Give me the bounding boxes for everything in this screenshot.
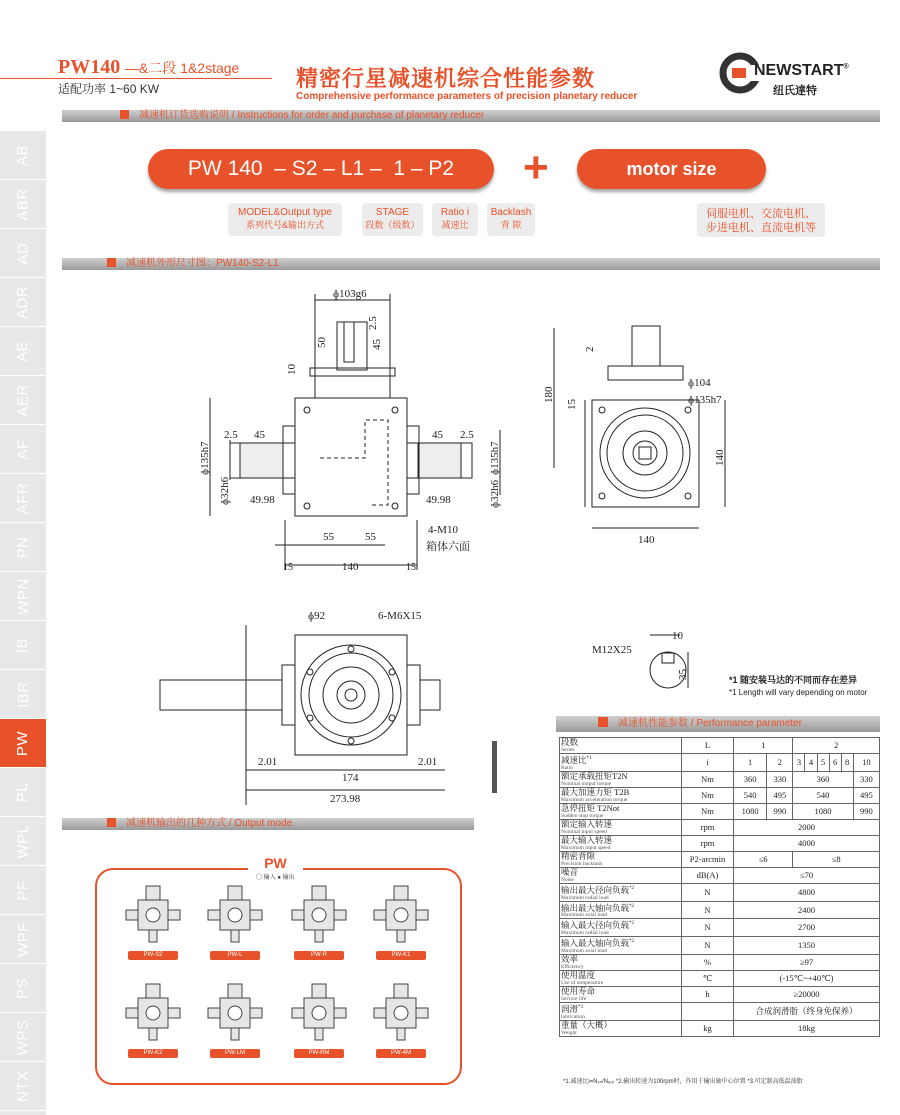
dim-201-right: 2.01 [418,756,438,768]
perf-label: 输入最大径向负载$^{*2}$ Maximum radial load [560,919,682,937]
perf-unit: N [682,883,734,901]
perf-unit: kg [682,1020,734,1036]
perf-unit: rpm [682,819,734,835]
sidebar-tab-pn[interactable] [0,523,46,572]
perf-row [560,819,880,835]
perf-label: 重量（大概） Weight [560,1020,682,1036]
perf-row [560,803,880,819]
dim-d92: ɸ92 [308,610,326,622]
perf-label: 使用寿命 Service life [560,987,682,1003]
sidebar-tab-label: PN [14,536,32,558]
order-box-model: MODEL&Output type 系列代号&输出方式 [228,203,342,236]
sidebar-tab-ae[interactable] [0,327,46,376]
perf-row [560,971,880,987]
order-box-ratio: Ratio i 减速比 [432,203,478,236]
sidebar-tab-label: PS [14,977,32,999]
perf-value: 495 [767,787,793,803]
dim-140-bottom: 140 [342,561,359,573]
sidebar-tab-label: WPN [14,577,32,615]
perf-value: 2400 [734,901,880,919]
dim-45-top: 45 [371,339,383,350]
perf-unit: N [682,901,734,919]
gearbox-icon [370,980,432,1046]
perf-value: 4000 [734,835,880,851]
perf-label: 额定承载扭矩T2N Nominal output torque [560,771,682,787]
perf-row [560,1020,880,1036]
note-en: *1 Length will vary depending on motor [729,688,868,697]
sidebar-tab-label: AE [14,340,32,362]
sidebar-tab-wpf[interactable] [0,915,46,964]
dim-side-shaft-left: ɸ32h6 [219,476,231,505]
perf-value: 540 [793,787,853,803]
sidebar-tab-adr[interactable] [0,278,46,327]
perf-row [560,955,880,971]
dim-25-left: 2.5 [224,429,238,441]
perf-value: 1 [734,754,767,772]
perf-unit: Nm [682,803,734,819]
sidebar-tab-ibr[interactable] [0,670,46,719]
dim-15b: 15 [406,562,416,573]
perf-value: 18kg [734,1020,880,1036]
output-mode-pw-l [204,882,266,960]
output-mode-label: PW-4M [376,1049,426,1058]
perf-row [560,754,880,772]
performance-table [559,737,880,1037]
sidebar-tab-pw[interactable] [0,719,46,768]
perf-unit: dB(A) [682,867,734,883]
perf-value: 8 [841,754,853,772]
perf-value: 360 [793,771,853,787]
output-mode-pw-lm [204,980,266,1058]
dim-side-shaft-right: ɸ32h6 [489,479,501,508]
perf-value: 2000 [734,819,880,835]
output-mode-pw-4m [370,980,432,1058]
output-mode-label: PW-S2 [128,951,178,960]
dim-25-right: 2.5 [460,429,474,441]
perf-value: 1 [734,738,793,754]
order-box-stage: STAGE 段数（级数） [362,203,423,236]
key-dim-35: 35 [677,669,689,680]
perf-unit: N [682,937,734,955]
sidebar-tab-label: WPF [14,921,32,957]
section-order: 减速机订货选购说明 / Instructions for order and purchase of planetary reducer [62,110,880,122]
section-performance: 减速机性能参数 / Performance parameter [556,716,880,732]
perf-value: 990 [853,803,879,819]
output-mode-label: PW-K2 [128,1049,178,1058]
dim-flange-right: ɸ135h7 [489,441,501,475]
section-output-mode: 减速机输出的几种方式 / Output mode [62,818,474,830]
perf-value: 4800 [734,883,880,901]
bolt-spec: 6-M6X15 [378,610,422,622]
dim-4998-right: 49.98 [426,494,451,506]
dim-d104: ɸ104 [688,377,711,389]
perf-unit: Nm [682,771,734,787]
sidebar-tab-label: WPS [14,1019,32,1055]
perf-row [560,835,880,851]
sidebar-tab-label: AD [14,242,32,264]
sidebar-tab-wpl[interactable] [0,817,46,866]
dim-shaft-d: ɸ103g6 [333,288,367,300]
note-cn: *1 随安装马达的不同而存在差异 [729,675,858,685]
dim-180: 180 [543,386,555,403]
gearbox-icon [204,980,266,1046]
plus-sign: + [523,143,549,192]
order-box-motor-types: 伺服电机、交流电机、 步进电机、直流电机等 [697,203,825,237]
perf-value: 990 [767,803,793,819]
sidebar-tab-label: AER [14,383,32,417]
output-mode-label: PW-K1 [376,951,426,960]
key-thread: M12X25 [592,644,632,656]
dim-2: 2 [584,346,596,352]
dim-flange-left: ɸ135h7 [199,441,211,475]
perf-value: 10 [853,754,879,772]
perf-value: 2 [767,754,793,772]
perf-row [560,851,880,867]
section-dimensions: 减速机外形尺寸图：PW140-S2-L1 [62,258,880,270]
perf-row [560,867,880,883]
perf-value: ≤6 [734,851,793,867]
motor-size-pill: motor size [577,149,766,189]
perf-label: 使用温度 Use of temperature [560,971,682,987]
sidebar-tab-aer[interactable] [0,376,46,425]
perf-value: 330 [853,771,879,787]
sidebar-tab-label: PW [14,730,32,756]
sidebar-tab-label: IB [14,637,32,653]
perf-value: ≥20000 [734,987,880,1003]
perf-row [560,919,880,937]
dim-10: 10 [286,364,298,375]
tap-note: 箱体六面 [426,541,470,553]
sidebar-tab-label: PL [14,782,32,802]
perf-value: 330 [767,771,793,787]
output-mode-pw-rm [288,980,350,1058]
power-range: 适配功率 1~60 KW [58,82,160,96]
key-dim-10: 10 [672,630,683,642]
order-box-backlash: Backlash 背 隙 [487,203,535,236]
output-mode-pw-s2 [122,882,184,960]
perf-value: 6 [829,754,841,772]
perf-unit: i [682,754,734,772]
page-marker [492,741,497,793]
dim-4998-left: 49.98 [250,494,275,506]
perf-value: 5 [817,754,829,772]
sidebar-tab-label: WPL [14,823,32,859]
dim-25-top: 2.5 [367,316,379,330]
sidebar-tab-label: IBR [14,680,32,708]
output-mode-pw-r [288,882,350,960]
page-title: 精密行星减速机综合性能参数 [296,66,596,91]
gearbox-icon [288,882,350,948]
perf-value: 1080 [793,803,853,819]
sidebar-tab-label: ABR [14,187,32,221]
perf-label: 效率 Efficiency [560,955,682,971]
sidebar-tab-af[interactable] [0,425,46,474]
perf-unit: rpm [682,835,734,851]
perf-value: 360 [734,771,767,787]
sidebar-tab-label: AFR [14,482,32,514]
perf-label: 输出最大轴向负载$^{*2}$ Maximum axial load [560,901,682,919]
shaft-key-detail [590,625,700,695]
sidebar-tab-ntx[interactable] [0,1062,46,1111]
perf-label: 输入最大轴向负载$^{*2}$ Maximum axial load [560,937,682,955]
perf-value: 540 [734,787,767,803]
sidebar-tab-ab[interactable] [0,131,46,180]
perf-label: 润滑$^{*3}$ lubrication [560,1003,682,1021]
perf-row [560,771,880,787]
dim-45-left: 45 [254,429,265,441]
perf-unit: ℃ [682,971,734,987]
perf-row [560,987,880,1003]
perf-value: ≤8 [793,851,880,867]
perf-value: (-15℃~+40℃) [734,971,880,987]
perf-label: 段数 Series [560,738,682,754]
perf-value: 2700 [734,919,880,937]
sidebar-tab-wpn[interactable] [0,572,46,621]
perf-unit: h [682,987,734,1003]
perf-row [560,901,880,919]
order-code-pill: PW 140 – S2 – L1 – 1 – P2 [148,149,494,189]
perf-value: 4 [805,754,817,772]
sidebar-tab-ps[interactable] [0,964,46,1013]
sidebar-tab-label: ADR [14,285,32,319]
output-legend: ◯ 输入 ● 输出 [256,875,295,881]
dim-140-h: 140 [638,534,655,546]
sidebar-tab-pl[interactable] [0,768,46,817]
perf-value: ≤70 [734,867,880,883]
output-mode-title: PW [248,855,303,873]
gearbox-icon [288,980,350,1046]
output-mode-pw-k2 [122,980,184,1058]
perf-unit: N [682,919,734,937]
perf-row [560,883,880,901]
perf-unit: Nm [682,787,734,803]
perf-value: 2 [793,738,880,754]
output-mode-label: PW-L [210,951,260,960]
gearbox-icon [204,882,266,948]
perf-label: 最大加速力矩 T2B Maximum acceleration torque [560,787,682,803]
sidebar-tab-pf[interactable] [0,866,46,915]
perf-unit [682,1003,734,1021]
registered-mark: ® [843,63,849,71]
brand-name-cn: 纽氏達特 [773,85,817,97]
perf-label: 噪音 Noise [560,867,682,883]
perf-label: 急停扭矩 T2Not Sudden stop torque [560,803,682,819]
sidebar-tab-afr[interactable] [0,474,46,523]
dim-d135: ɸ135h7 [688,394,722,406]
tap-spec: 4-M10 [428,524,458,536]
dim-55b: 55 [365,531,376,543]
perf-label: 精密背隙 Precision backlash [560,851,682,867]
dim-140-v: 140 [714,449,726,466]
dim-174: 174 [342,772,359,784]
sidebar-tab-abr[interactable] [0,180,46,229]
dim-15a: 15 [283,562,293,573]
sidebar-tab-label: AB [14,144,32,166]
perf-label: 最大输入转速 Maximum input speed [560,835,682,851]
sidebar-tab-ad[interactable] [0,229,46,278]
output-mode-label: PW-R [294,951,344,960]
dim-55a: 55 [323,531,334,543]
brand-logo [718,50,868,100]
gearbox-icon [122,882,184,948]
output-mode-label: PW-RM [294,1049,344,1058]
side-view-drawing [530,318,750,553]
model-title: PW140 —&二段 1&2stage [58,56,240,78]
brand-name: NEWSTART [754,62,844,79]
sidebar-tab-label: AF [14,438,32,460]
dim-45-right: 45 [432,429,443,441]
perf-label: 额定输入转速 Nominal input speed [560,819,682,835]
perf-row [560,738,880,754]
perf-value: 1350 [734,937,880,955]
perf-row [560,1003,880,1021]
gearbox-icon [122,980,184,1046]
sidebar-tab-label: PF [14,879,32,901]
output-mode-pw-k1 [370,882,432,960]
page-subtitle: Comprehensive performance parameters of precision planetary reducer [296,91,638,102]
perf-value: 3 [793,754,805,772]
sidebar-tab-ib[interactable] [0,621,46,670]
gearbox-icon [370,882,432,948]
top-view-drawing [190,280,530,575]
perf-row [560,787,880,803]
dim-15-side: 15 [566,399,578,410]
dim-50: 50 [316,337,328,348]
perf-value: ≥97 [734,955,880,971]
perf-value: 1080 [734,803,767,819]
perf-value: 合成润滑脂（终身免保养） [734,1003,880,1021]
perf-value: 495 [853,787,879,803]
perf-unit: % [682,955,734,971]
dim-27398: 273.98 [330,793,361,805]
bottom-view-drawing [150,605,450,810]
perf-unit: L [682,738,734,754]
perf-label: 输出最大径向负载$^{*2}$ Maximum radial load [560,883,682,901]
sidebar-tab-label: NTX [14,1070,32,1102]
dim-201-left: 2.01 [258,756,278,768]
perf-label: 减速比$^{*1}$ Ratio [560,754,682,772]
sidebar-tab-wps[interactable] [0,1013,46,1062]
table-footnote: *1.减速比i=N₁ₙ/Nₒᵤₜ *2.输出转速为100rpm时，作用于输出轴中心位置 *3.可定制高低温油脂 [563,1079,803,1085]
output-mode-label: PW-LM [210,1049,260,1058]
perf-unit: P2-arcmin [682,851,734,867]
perf-row [560,937,880,955]
